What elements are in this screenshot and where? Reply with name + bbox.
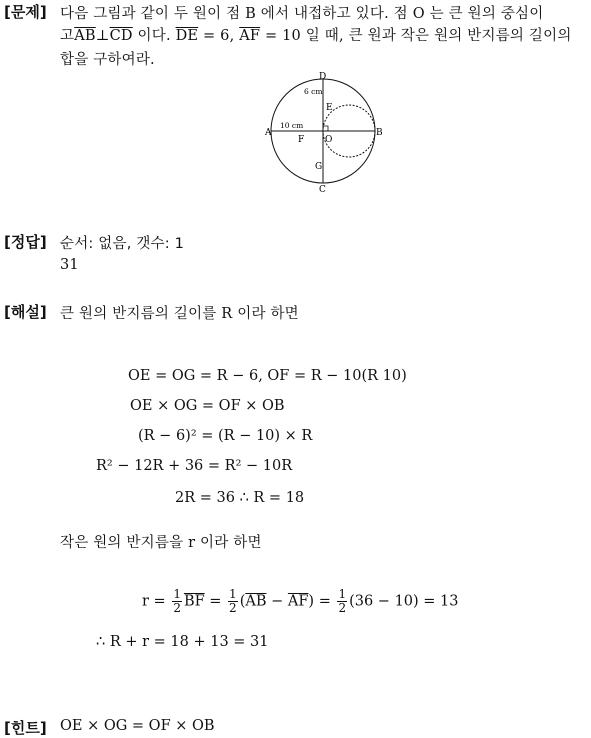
equation-3: (R − 6)² = (R − 10) × R xyxy=(138,428,313,444)
eq6-lhs: r = xyxy=(142,593,171,610)
segment-de: $\overline{DE}$ xyxy=(175,28,199,44)
label-c: C xyxy=(319,185,326,195)
fraction-half xyxy=(172,588,182,615)
segment-af-2: $\overline{AF}$ xyxy=(287,593,309,610)
fraction-half-2 xyxy=(228,588,238,615)
fraction-numerator-2: 1 xyxy=(229,587,237,601)
equation-5: 2R = 36 ∴ R = 18 xyxy=(175,490,305,506)
solution-tag: [해설] xyxy=(4,303,47,321)
perp-symbol: ⊥ xyxy=(95,28,110,44)
label-d: D xyxy=(319,72,327,82)
geometry-figure xyxy=(262,68,392,196)
solution-intro-2: 작은 원의 반지름을 r 이라 하면 xyxy=(60,535,262,551)
label-a: A xyxy=(265,128,272,138)
problem-line-1: 다음 그림과 같이 두 원이 점 B 에서 내접하고 있다. 점 O 는 큰 원의 중심이 xyxy=(60,6,544,22)
fraction-denominator: 2 xyxy=(173,601,181,615)
problem-line-2-mid: 이다. xyxy=(132,28,176,44)
segment-bf: $\overline{BF}$ xyxy=(183,593,205,610)
segment-af: $\overline{AF}$ xyxy=(239,28,261,44)
answer-line-2: 31 xyxy=(60,257,79,273)
equation-7: ∴ R + r = 18 + 13 = 31 xyxy=(96,634,269,650)
label-b: B xyxy=(376,128,383,138)
label-g: G xyxy=(315,162,323,172)
hint-tag: [힌트] xyxy=(4,719,47,737)
equation-2: OE × OG = OF × OB xyxy=(130,398,285,414)
hint-text: OE × OG = OF × OB xyxy=(60,718,215,734)
equation-4: R² − 12R + 36 = R² − 10R xyxy=(96,458,293,474)
de-value: = 6, xyxy=(198,28,240,44)
label-10cm: 10 cm xyxy=(280,121,304,130)
problem-line-2 xyxy=(60,24,572,45)
segment-ab-2: $\overline{AB}$ xyxy=(245,593,267,610)
problem-line-2-pre: 고 xyxy=(60,28,75,44)
fraction-denominator-2: 2 xyxy=(229,601,237,615)
segment-ab: $\overline{AB}$ xyxy=(74,28,96,44)
equation-6: r = $\frac{1}{2}$ $\overline{BF}$ = $\frac{1}{2}$ $(\overline{AB} - \overline{AF})$ = $\frac{1}{2}$ (36 − 10) = 13 xyxy=(142,587,459,615)
label-o: O xyxy=(325,135,333,145)
fraction-denominator-3: 2 xyxy=(338,601,347,615)
solution-intro: 큰 원의 반지름의 길이를 R 이라 하면 xyxy=(60,306,299,322)
label-e: E xyxy=(326,103,333,113)
answer-line-1: 순서: 없음, 갯수: 1 xyxy=(60,236,185,252)
af-value: = 10 일 때, 큰 원과 작은 원의 반지름의 길이의 xyxy=(260,28,572,44)
eq6-mid: = xyxy=(204,593,227,610)
fraction-numerator-3: 1 xyxy=(338,587,347,601)
fraction-half-3 xyxy=(337,588,347,615)
answer-tag: [정답] xyxy=(4,233,47,251)
problem-tag: [문제] xyxy=(4,3,47,21)
eq6-rest: (36 − 10) = 13 xyxy=(349,593,459,610)
label-f: F xyxy=(298,135,305,145)
problem-line-3: 합을 구하여라. xyxy=(60,52,155,68)
label-6cm: 6 cm xyxy=(304,87,323,96)
segment-cd: $\overline{CD}$ xyxy=(109,28,133,44)
fraction-numerator: 1 xyxy=(173,587,181,601)
equation-1: OE = OG = R − 6, OF = R − 10(R 10) xyxy=(128,368,407,384)
